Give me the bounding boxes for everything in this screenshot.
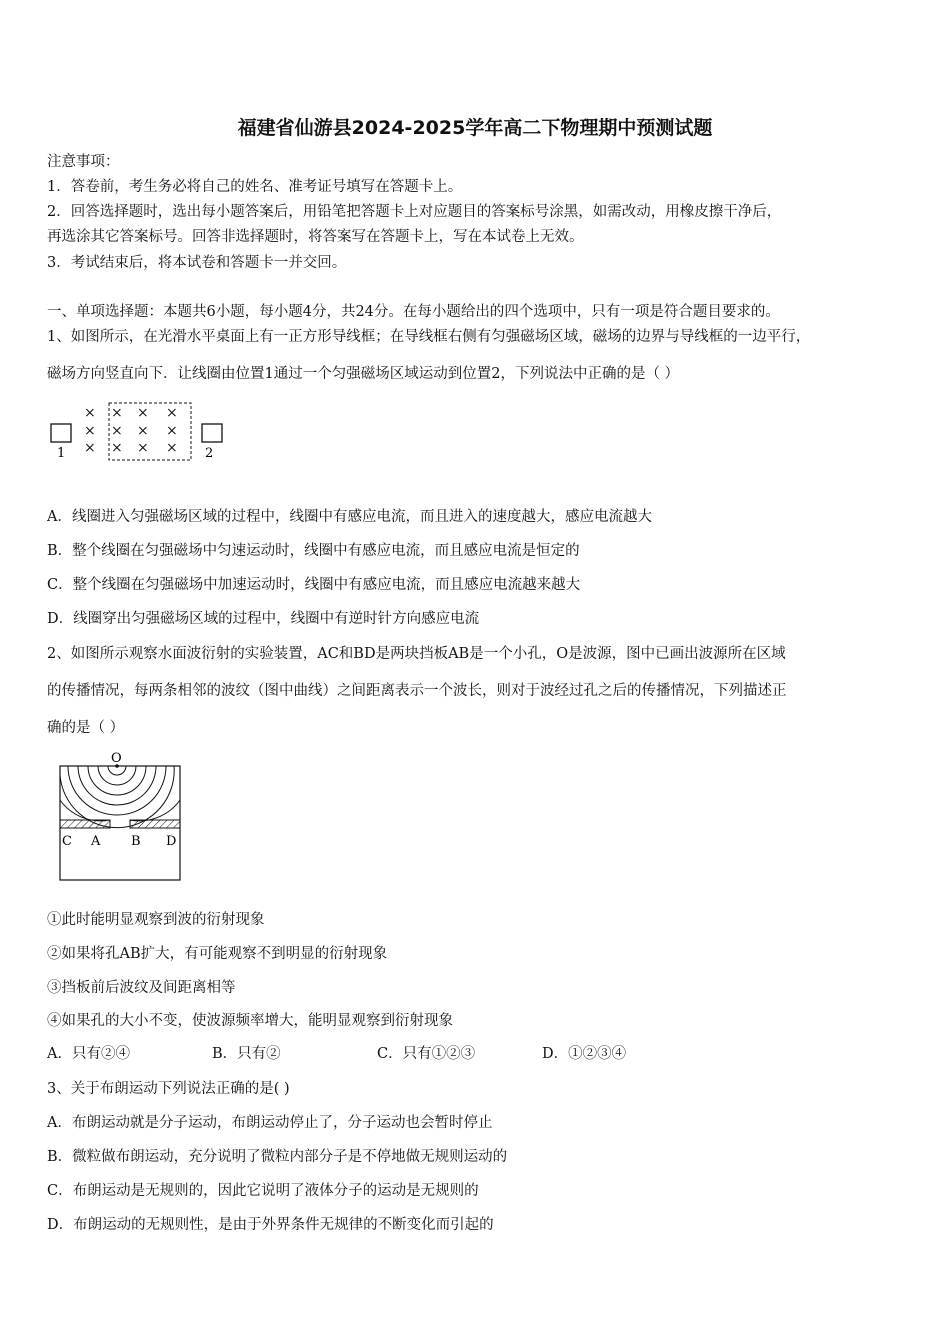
q3-stem: 3、关于布朗运动下列说法正确的是( ) <box>47 1081 290 1097</box>
q2-statement-2: ②如果将孔AB扩大，有可能观察不到明显的衍射现象 <box>47 946 388 962</box>
field-mark-x: × <box>84 423 96 439</box>
wave-fronts <box>60 766 180 828</box>
notice-item-1: 1．答卷前，考生务必将自己的姓名、准考证号填写在答题卡上。 <box>47 179 463 195</box>
q1-figure <box>45 400 285 470</box>
q2-statement-1: ①此时能明显观察到波的衍射现象 <box>47 912 265 928</box>
label-a: A <box>91 834 101 849</box>
q3-option-c: C．布朗运动是无规则的，因此它说明了液体分子的运动是无规则的 <box>47 1183 479 1199</box>
label-position-2: 2 <box>205 446 214 461</box>
label-c: C <box>62 834 72 849</box>
barrier-ac <box>60 820 110 828</box>
label-d: D <box>166 834 177 849</box>
coil-position-2 <box>202 424 222 442</box>
field-mark-x: × <box>137 423 149 439</box>
field-mark-x: × <box>166 405 178 421</box>
q2-option-c: C．只有①②③ <box>377 1046 476 1062</box>
field-mark-x: × <box>166 423 178 439</box>
q3-option-b: B．微粒做布朗运动，充分说明了微粒内部分子是不停地做无规则运动的 <box>47 1149 508 1165</box>
coil-position-1 <box>51 424 71 442</box>
q2-option-b: B．只有② <box>212 1046 281 1062</box>
notice-item-3: 3．考试结束后，将本试卷和答题卡一并交回。 <box>47 255 347 271</box>
q1-option-b: B．整个线圈在匀强磁场中匀速运动时，线圈中有感应电流，而且感应电流是恒定的 <box>47 543 580 559</box>
field-mark-x: × <box>166 440 178 456</box>
q2-option-d: D．①②③④ <box>542 1046 627 1062</box>
q2-option-a: A．只有②④ <box>47 1046 130 1062</box>
field-mark-x: × <box>111 440 123 456</box>
field-mark-x: × <box>137 405 149 421</box>
barrier-bd <box>130 820 180 828</box>
page-title: 福建省仙游县2024-2025学年高二下物理期中预测试题 <box>237 117 713 139</box>
field-mark-x: × <box>111 423 123 439</box>
q2-stem-line2: 的传播情况，每两条相邻的波纹（图中曲线）之间距离表示一个波长，则对于波经过孔之后的传播情况，下列描述正 <box>47 683 787 699</box>
q2-statement-3: ③挡板前后波纹及间距离相等 <box>47 980 236 996</box>
q1-stem-line1: 1、如图所示，在光滑水平桌面上有一正方形导线框；在导线框右侧有匀强磁场区域，磁场的边界与导线框的一边平行， <box>47 329 811 345</box>
field-mark-x: × <box>84 405 96 421</box>
q1-stem-line2: 磁场方向竖直向下．让线圈由位置1通过一个匀强磁场区域运动到位置2，下列说法中正确的是（ ） <box>47 366 680 382</box>
q2-stem-line1: 2、如图所示观察水面波衍射的实验装置，AC和BD是两块挡板AB是一个小孔，O是波源，图中已画出波源所在区域 <box>47 646 786 662</box>
label-b: B <box>131 834 141 849</box>
q2-statement-4: ④如果孔的大小不变，使波源频率增大，能明显观察到衍射现象 <box>47 1013 453 1029</box>
label-o: O <box>111 751 122 766</box>
field-mark-x: × <box>84 440 96 456</box>
label-position-1: 1 <box>57 446 66 461</box>
q1-option-c: C．整个线圈在匀强磁场中加速运动时，线圈中有感应电流，而且感应电流越来越大 <box>47 577 581 593</box>
notice-item-2-cont: 再选涂其它答案标号。回答非选择题时，将答案写在答题卡上，写在本试卷上无效。 <box>47 229 584 245</box>
q2-figure <box>55 748 185 884</box>
q3-option-a: A．布朗运动就是分子运动，布朗运动停止了，分子运动也会暂时停止 <box>47 1115 493 1131</box>
q1-option-a: A．线圈进入匀强磁场区域的过程中，线圈中有感应电流，而且进入的速度越大，感应电流越大 <box>47 509 652 525</box>
section-heading: 一、单项选择题：本题共6小题，每小题4分，共24分。在每小题给出的四个选项中，只有一项是符合题目要求的。 <box>47 304 780 320</box>
notice-heading: 注意事项： <box>47 154 120 170</box>
q2-stem-line3: 确的是（ ） <box>47 720 125 736</box>
notice-item-2: 2．回答选择题时，选出每小题答案后，用铅笔把答题卡上对应题目的答案标号涂黑，如需改动，用橡皮擦干净后， <box>47 204 782 220</box>
q3-option-d: D．布朗运动的无规则性，是由于外界条件无规律的不断变化而引起的 <box>47 1217 494 1233</box>
field-marks <box>84 405 178 456</box>
field-mark-x: × <box>137 440 149 456</box>
q1-option-d: D．线圈穿出匀强磁场区域的过程中，线圈中有逆时针方向感应电流 <box>47 611 480 627</box>
field-mark-x: × <box>111 405 123 421</box>
